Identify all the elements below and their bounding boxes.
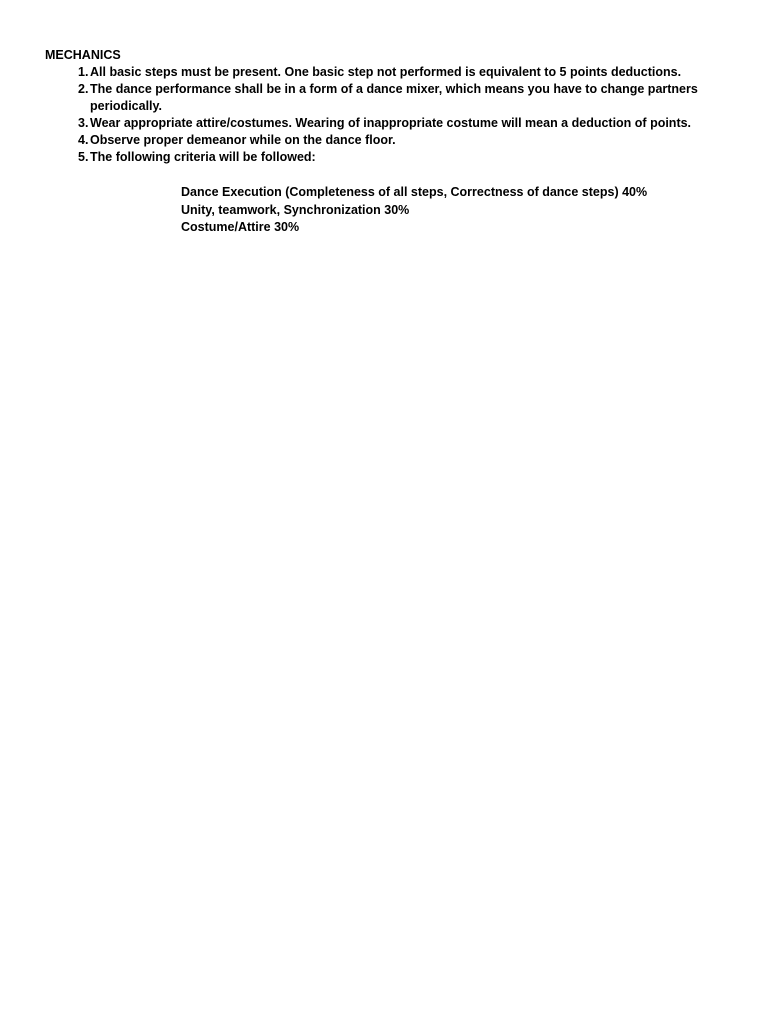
criteria-line: Dance Execution (Completeness of all steps, Correctness of dance steps) 40% <box>181 185 648 199</box>
section-heading: MECHANICS <box>45 48 121 62</box>
list-item-number: 5. <box>78 150 89 164</box>
criteria-line: Unity, teamwork, Synchronization 30% <box>181 202 410 217</box>
list-item <box>45 115 735 132</box>
list-item-number: 2. <box>78 82 89 96</box>
list-item-number: 3. <box>78 116 89 130</box>
list-item-text: All basic steps must be present. One basic step not performed is equivalent to 5 points deductions. <box>90 65 682 79</box>
list-item-number: 1. <box>78 65 89 79</box>
criteria-line: Costume/Attire 30% <box>181 220 300 234</box>
list-item-text: Wear appropriate attire/costumes. Wearing of inappropriate costume will mean a deduction of points. <box>90 116 692 130</box>
criteria-block <box>181 184 647 237</box>
mechanics-list <box>45 64 735 166</box>
list-item <box>45 81 735 115</box>
list-item-text: The dance performance shall be in a form of a dance mixer, which means you have to change partners periodically. <box>90 82 698 113</box>
list-item-text: Observe proper demeanor while on the dance floor. <box>90 133 396 147</box>
list-item <box>45 132 735 149</box>
list-item-text: The following criteria will be followed: <box>90 150 316 164</box>
list-item <box>45 64 735 81</box>
list-item <box>45 149 735 166</box>
list-item-number: 4. <box>78 133 89 147</box>
